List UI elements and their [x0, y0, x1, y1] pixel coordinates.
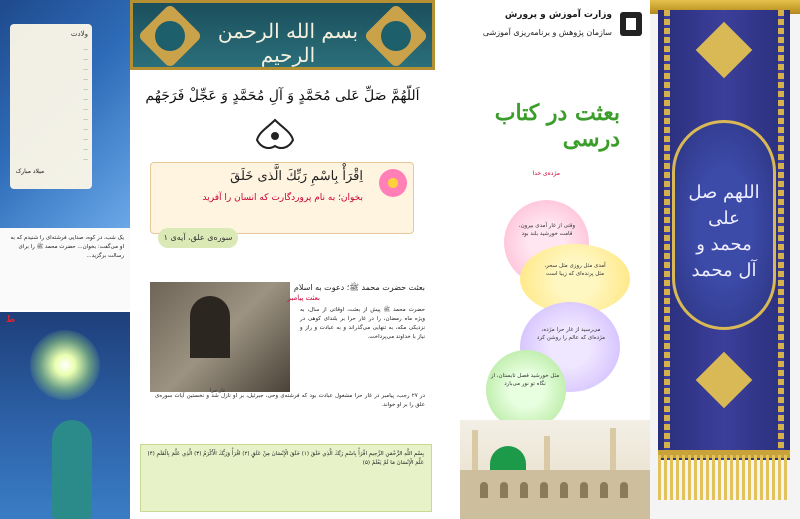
ornament-icon: [255, 118, 295, 152]
poem-title: ولادت: [70, 30, 88, 38]
image-caption: میلاد مبارک: [15, 168, 45, 175]
article-subtitle: بعثت پیامبر: [287, 294, 320, 302]
rosette-left-icon: [137, 3, 202, 68]
green-circle: [486, 350, 566, 430]
arch: [540, 482, 548, 498]
arch: [620, 482, 628, 498]
gold-border: [778, 10, 784, 460]
salawat-text: اَللّهُمَّ صَلِّ عَلی مُحَمَّدٍ وَ آلِ مُحَمَّدٍ وَ عَجِّلْ فَرَجَهُم: [145, 88, 420, 104]
panel-banner: [650, 0, 800, 519]
bismillah-text: بسم الله الرحمن الرحیم: [217, 19, 359, 67]
quran-verse-box: [150, 162, 414, 234]
corner-letter: ظ: [6, 315, 16, 325]
poem-pink: وقتی از غار آمدی بیرون، قامت خورشید بلند بود: [518, 223, 576, 237]
ministry-emblem-icon: [620, 12, 642, 36]
calligraphy-text: اللهم صل علی محمد و آل محمد: [688, 182, 760, 281]
article-body: حضرت محمد ﷺ پیش از بعثت، اوقاتی از سال، به ویژه ماه رمضان، را در غار حرا بر بلندای کوهی در نزدیکی مکه، به تنهایی می‌گذراند و به عبادت و راز و نیاز با خداوند می‌پرداخت.: [300, 307, 425, 340]
panel-textbook-page: [130, 0, 460, 519]
ministry-name: وزارت آموزش و پرورش: [504, 10, 612, 20]
article-body-continued: در ۲۷ رجب، پیامبر در غار حرا مشغول عبادت بود که فرشته‌ی وحی، جبرئیل، بر او نازل شد و نخستین آیات سوره‌ی علق را بر او خواند.: [155, 393, 425, 408]
article-title: بعثت حضرت محمد ﷺ؛ دعوت به اسلام: [293, 283, 425, 292]
arch: [560, 482, 568, 498]
cave-caption: غار حرا: [210, 388, 226, 394]
poem-header: مژده‌ی خدا: [532, 170, 560, 177]
gold-fringe: [658, 455, 790, 500]
ayah-text: اِقْرَأْ بِاسْمِ رَبِّكَ الَّذی خَلَقَ: [230, 169, 363, 184]
arch: [500, 482, 508, 498]
poem-lavender: می‌رسید از غار حرا مژده، مژده‌ای که عالم را روشن کرد: [536, 327, 606, 341]
bismillah-banner: [130, 0, 435, 70]
flower-icon: [379, 169, 407, 197]
translation-text: بخوان؛ به نام پروردگارت که انسان را آفرید: [202, 193, 363, 203]
arch: [520, 482, 528, 498]
poem-green: مثل خورشید فصل تابستان، از نگاه تو نور می‌بارد: [490, 373, 560, 387]
verses-text: بِسْمِ اللَّهِ الرَّحْمَنِ الرَّحِيمِ اقْرَأْ بِاسْمِ رَبِّكَ الَّذِي خَلَقَ (۱) خَلَقَ الْإِنْسَانَ مِنْ عَلَقٍ (۲) اقْرَأْ وَرَبُّكَ الْأَكْرَمُ (۳) الَّذِي عَلَّمَ بِالْقَلَمِ (۴) عَلَّمَ الْإِنْسَانَ مَا لَمْ يَعْلَمْ (۵): [147, 451, 424, 466]
rosette-right-icon: [363, 3, 428, 68]
sura-reference: سوره‌ی علق، آیه‌ی ۱: [158, 228, 238, 248]
story-text: یک شب، در کوه، صدایی فرشته‌ای را شنیدم که به او می‌گفت: بخوان... حضرت محمد ﷺ را برای رسالت برگزید...: [10, 235, 124, 259]
cave-entrance: [190, 296, 230, 358]
gold-border: [664, 10, 670, 460]
book-title: بعثت در کتاب درسی: [494, 100, 620, 152]
prophet-figure: [52, 420, 92, 519]
arch: [480, 482, 488, 498]
light-glow: [30, 330, 100, 400]
poem-yellow: آمدی مثل روزی مثل سحر، مثل پرنده‌ای که زیبا است: [544, 263, 606, 277]
arch: [600, 482, 608, 498]
arch: [580, 482, 588, 498]
panel-book-cover: [460, 0, 650, 519]
panel-story-page: [0, 0, 130, 519]
poem-lines: ... ... ... ... ... ... ... ... ... ... ... ...: [83, 46, 88, 162]
organization-name: سازمان پژوهش و برنامه‌ریزی آموزشی: [482, 28, 612, 37]
